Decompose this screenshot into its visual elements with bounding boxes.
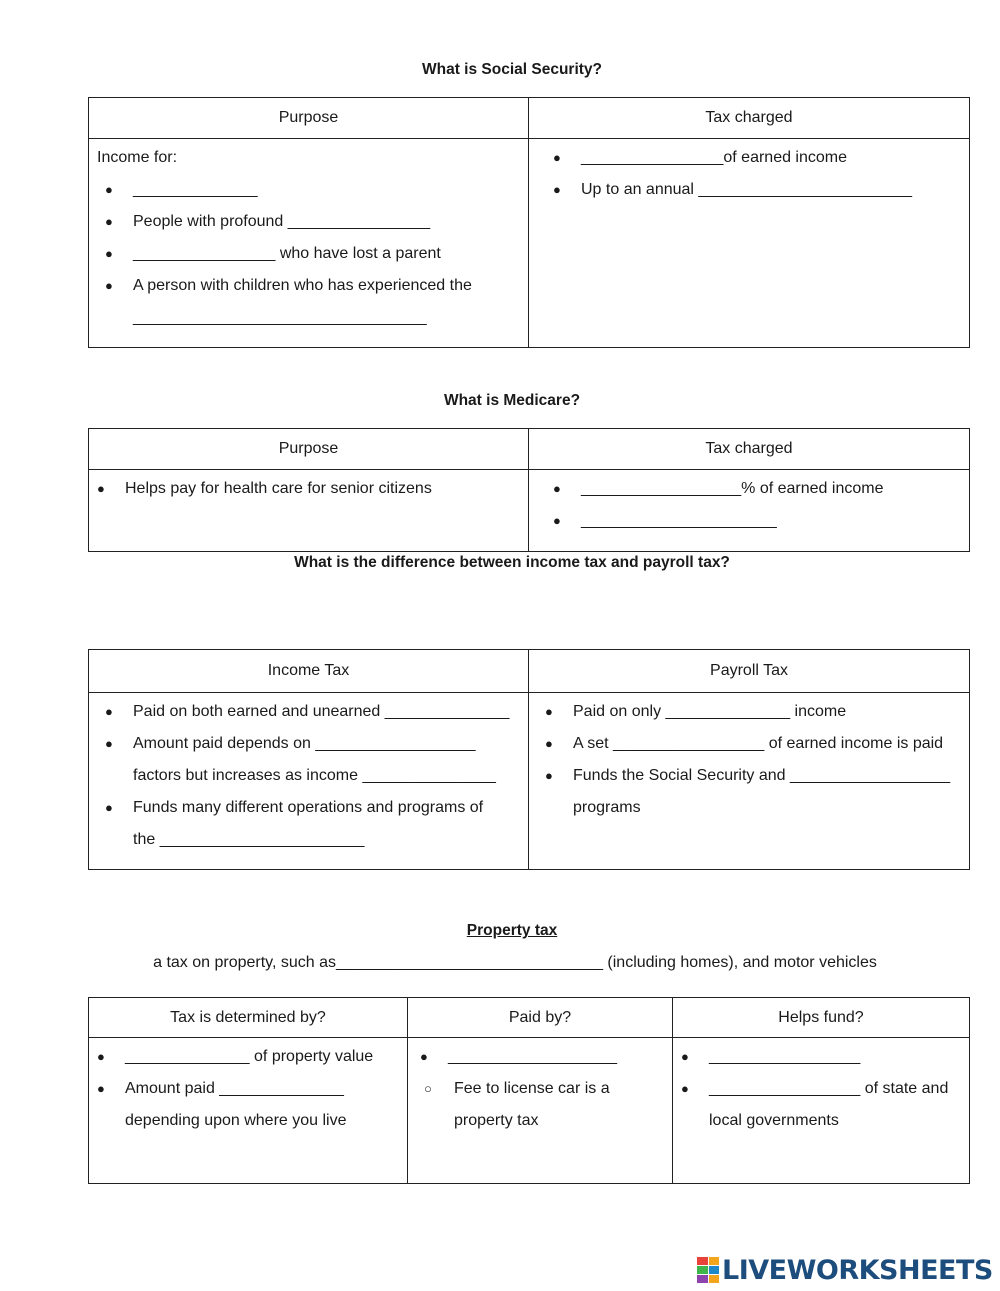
logo-block (697, 1266, 708, 1274)
bullet-icon: ● (105, 278, 113, 293)
list-item: ○ Fee to license car is a (412, 1078, 664, 1110)
payroll-cell (529, 693, 970, 870)
bullet-icon: ● (681, 1049, 689, 1064)
medicare-title: What is Medicare? (443, 392, 581, 409)
col-paid-by: Paid by? (408, 998, 673, 1038)
logo-block (709, 1257, 720, 1265)
bullet-icon: ● (545, 704, 553, 719)
circle-bullet-icon: ○ (424, 1081, 432, 1096)
logo-text: LIVEWORKSHEETS (722, 1254, 993, 1286)
list-item[interactable]: ● ________________of earned income (545, 147, 961, 179)
bullet-icon: ● (105, 214, 113, 229)
bullet-icon: ● (105, 182, 113, 197)
list-item[interactable]: ● _________________ of state and (673, 1078, 961, 1110)
fund-cell (673, 1038, 970, 1184)
list-item[interactable]: ● ________________ who have lost a parent (97, 243, 520, 275)
list-item[interactable]: ● ___________________ (412, 1046, 664, 1078)
list-item[interactable]: ● Up to an annual ________________________ (545, 179, 961, 211)
col-determined-by: Tax is determined by? (89, 998, 408, 1038)
bullet-icon: ● (545, 768, 553, 783)
bullet-icon: ● (545, 736, 553, 751)
list-item: ● A person with children who has experienced the (97, 275, 520, 307)
property-intro[interactable]: a tax on property, such as______________________________ (including homes), and motor vehicles (153, 954, 877, 971)
list-item[interactable]: ● ______________________ (545, 510, 961, 542)
difference-table (88, 649, 970, 870)
list-item-continued[interactable]: the _______________________ (133, 831, 365, 848)
bullet-icon: ● (105, 736, 113, 751)
col-tax-charged: Tax charged (529, 98, 970, 139)
purpose-cell (89, 139, 529, 348)
income-cell (89, 693, 529, 870)
list-item-continued: local governments (709, 1112, 839, 1129)
bullet-icon: ● (105, 246, 113, 261)
list-item-continued: programs (573, 799, 641, 816)
bullet-icon: ● (97, 481, 105, 496)
list-item[interactable]: ● A set _________________ of earned income is paid (537, 733, 961, 765)
bullet-icon: ● (97, 1049, 105, 1064)
property-title: Property tax (466, 922, 558, 939)
list-item: ● Helps pay for health care for senior citizens (89, 478, 520, 510)
social-security-title: What is Social Security? (421, 61, 603, 78)
list-item[interactable]: ● Amount paid depends on __________________ (97, 733, 520, 765)
list-item-continued[interactable]: _________________________________ (133, 309, 427, 326)
purpose-cell (89, 470, 529, 552)
list-item[interactable]: ● Amount paid ______________ (89, 1078, 399, 1110)
list-item-continued: depending upon where you live (125, 1112, 347, 1129)
property-table (88, 997, 970, 1184)
list-item[interactable]: ● __________________% of earned income (545, 478, 961, 510)
list-item[interactable]: ● People with profound ________________ (97, 211, 520, 243)
purpose-intro: Income for: (97, 149, 178, 166)
bullet-icon: ● (553, 513, 561, 528)
bullet-icon: ● (105, 800, 113, 815)
list-item[interactable]: ● _________________ (673, 1046, 961, 1078)
logo-blocks-icon (697, 1257, 719, 1283)
col-payroll-tax: Payroll Tax (529, 650, 970, 693)
list-item[interactable]: ● Paid on both earned and unearned ______________ (97, 701, 520, 733)
difference-title: What is the difference between income tax and payroll tax? (294, 554, 730, 571)
col-income-tax: Income Tax (89, 650, 529, 693)
logo-block (709, 1266, 720, 1274)
liveworksheets-logo (697, 1254, 993, 1286)
list-item-continued[interactable]: factors but increases as income _______________ (133, 767, 496, 784)
col-tax-charged: Tax charged (529, 429, 970, 470)
bullet-icon: ● (681, 1081, 689, 1096)
bullet-icon: ● (553, 481, 561, 496)
tax-cell (529, 470, 970, 552)
determined-cell (89, 1038, 408, 1184)
bullet-icon: ● (97, 1081, 105, 1096)
list-item[interactable]: ● ______________ of property value (89, 1046, 399, 1078)
col-purpose: Purpose (89, 429, 529, 470)
list-item[interactable]: ● ______________ (97, 179, 520, 211)
list-item-continued: property tax (454, 1112, 539, 1129)
col-purpose: Purpose (89, 98, 529, 139)
paid-cell (408, 1038, 673, 1184)
social-security-table (88, 97, 970, 348)
col-helps-fund: Helps fund? (673, 998, 970, 1038)
list-item[interactable]: ● Paid on only ______________ income (537, 701, 961, 733)
bullet-icon: ● (105, 704, 113, 719)
logo-block (697, 1257, 708, 1265)
list-item[interactable]: ● Funds the Social Security and __________________ (537, 765, 961, 797)
bullet-icon: ● (553, 150, 561, 165)
logo-block (697, 1275, 708, 1283)
list-item: ● Funds many different operations and programs of (97, 797, 520, 829)
bullet-icon: ● (553, 182, 561, 197)
bullet-icon: ● (420, 1049, 428, 1064)
tax-cell (529, 139, 970, 348)
logo-block (709, 1275, 720, 1283)
medicare-table (88, 428, 970, 552)
